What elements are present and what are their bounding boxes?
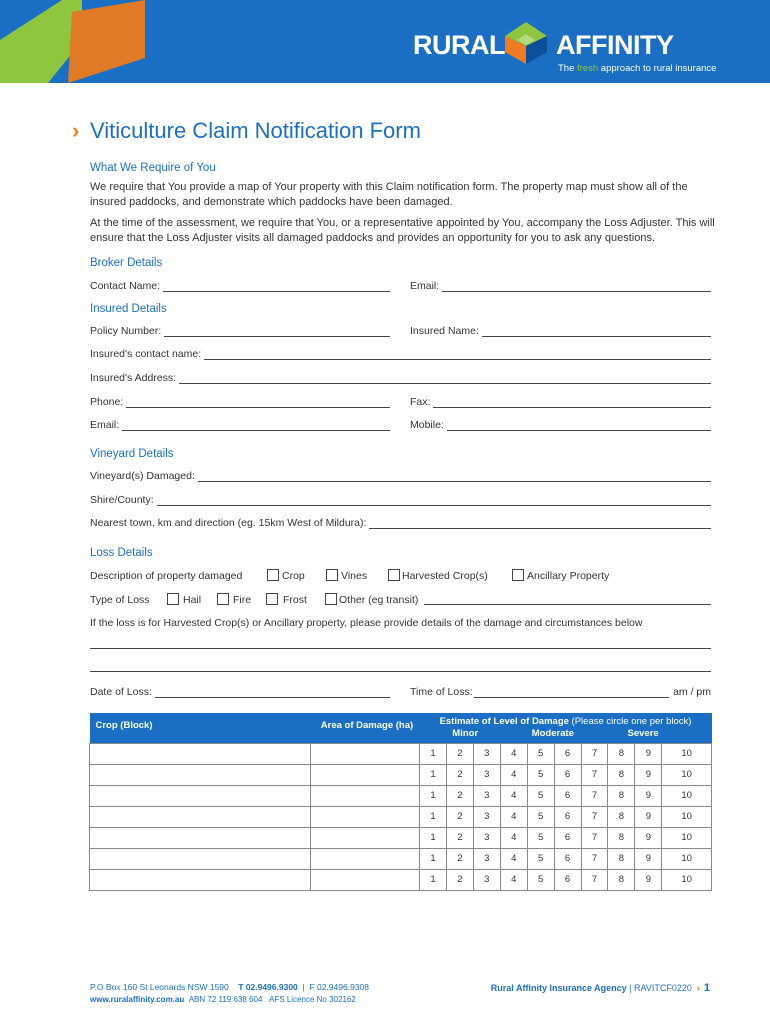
damage-scale-cell[interactable]: 3 xyxy=(473,848,500,869)
footer-fax: F 02.9496.9308 xyxy=(309,982,369,992)
damage-scale-cell[interactable]: 10 xyxy=(662,806,712,827)
logo-tagline xyxy=(558,63,716,74)
insured-email-label: Email: xyxy=(90,419,120,431)
damage-scale-cell[interactable]: 4 xyxy=(500,869,527,890)
damage-scale-cell[interactable]: 1 xyxy=(420,869,447,890)
policy-number-label: Policy Number: xyxy=(90,325,162,337)
section-heading-vineyard: Vineyard Details xyxy=(90,448,174,460)
property-damaged-row xyxy=(0,569,770,583)
table-row xyxy=(90,785,712,806)
broker-email-label: Email: xyxy=(410,280,440,292)
property-damaged-label: Description of property damaged xyxy=(90,570,243,582)
col-area-damage: Area of Damage (ha) xyxy=(311,713,420,743)
damage-scale-cell[interactable]: 5 xyxy=(527,764,554,785)
damage-scale-cell[interactable]: 8 xyxy=(608,806,635,827)
checkbox-ancillary-property-label: Ancillary Property xyxy=(527,570,610,582)
broker-email-field[interactable] xyxy=(410,280,711,292)
crop-block-cell[interactable] xyxy=(90,785,311,806)
estimate-header-note: (Please circle one per block) xyxy=(568,716,692,728)
damage-scale-cell[interactable]: 7 xyxy=(581,806,608,827)
damage-scale-cell[interactable]: 3 xyxy=(473,743,500,764)
insured-contact-name-field[interactable] xyxy=(90,348,711,360)
damage-scale-cell[interactable]: 3 xyxy=(473,827,500,848)
damage-scale-cell[interactable]: 9 xyxy=(635,827,662,848)
table-row xyxy=(90,743,712,764)
footer-abn: ABN 72 119 638 604 xyxy=(188,995,263,1004)
damage-scale-cell[interactable]: 5 xyxy=(527,785,554,806)
footer-form-code: RAVITCF0220 xyxy=(634,983,692,993)
footer-website-link[interactable]: www.ruralaffinity.com.au xyxy=(90,995,185,1004)
crop-block-cell[interactable] xyxy=(90,827,311,848)
damage-scale-cell[interactable]: 7 xyxy=(581,743,608,764)
nearest-town-label: Nearest town, km and direction (eg. 15km West of Mildura): xyxy=(90,517,367,529)
damage-scale-cell[interactable]: 5 xyxy=(527,827,554,848)
insured-phone-line[interactable] xyxy=(126,399,390,408)
require-paragraph-1: We require that You provide a map of Your property with this Claim notification form. The property map must show all of the insured paddocks, and demonstrate which paddocks have been damaged. xyxy=(90,181,688,208)
damage-scale-cell[interactable]: 8 xyxy=(608,827,635,848)
col-crop-block: Crop (Block) xyxy=(90,713,311,743)
area-damage-cell[interactable] xyxy=(311,743,420,764)
damage-scale-cell[interactable]: 7 xyxy=(581,764,608,785)
area-damage-cell[interactable] xyxy=(311,764,420,785)
damage-table-body xyxy=(90,743,712,890)
damage-scale-cell[interactable]: 1 xyxy=(420,827,447,848)
insured-address-line[interactable] xyxy=(179,375,711,384)
insured-mobile-field[interactable] xyxy=(410,419,711,431)
checkbox-frost-label: Frost xyxy=(283,594,307,606)
damage-scale-cell[interactable]: 5 xyxy=(527,806,554,827)
insured-email-field[interactable] xyxy=(90,419,390,431)
damage-scale-cell[interactable]: 9 xyxy=(635,764,662,785)
chevron-right-icon: › xyxy=(696,983,700,993)
insured-contact-name-label: Insured's contact name: xyxy=(90,348,202,360)
damage-scale-cell[interactable]: 9 xyxy=(635,785,662,806)
damage-scale-cell[interactable]: 1 xyxy=(420,848,447,869)
shire-county-label: Shire/County: xyxy=(90,494,154,506)
damage-scale-cell[interactable]: 6 xyxy=(554,869,581,890)
footer-contact xyxy=(90,982,369,1004)
checkbox-fire[interactable] xyxy=(217,593,229,605)
severity-scale-labels xyxy=(420,728,712,740)
damage-scale-cell[interactable]: 8 xyxy=(608,848,635,869)
table-row xyxy=(90,827,712,848)
form-title: Viticulture Claim Notification Form xyxy=(90,118,421,143)
date-of-loss-line[interactable] xyxy=(155,689,390,698)
time-of-loss-line[interactable] xyxy=(474,689,669,698)
details-line-1[interactable] xyxy=(90,648,711,649)
damage-scale-cell[interactable]: 10 xyxy=(662,869,712,890)
page-number: 1 xyxy=(703,982,710,994)
damage-scale-cell[interactable]: 1 xyxy=(420,785,447,806)
damage-scale-cell[interactable]: 2 xyxy=(446,827,473,848)
checkbox-harvested-crops[interactable] xyxy=(388,569,400,581)
col-estimate-damage xyxy=(420,713,712,743)
damage-scale-cell[interactable]: 5 xyxy=(527,743,554,764)
insured-address-label: Insured's Address: xyxy=(90,372,177,384)
header-banner xyxy=(0,0,770,83)
damage-scale-cell[interactable]: 4 xyxy=(500,785,527,806)
damage-scale-cell[interactable]: 4 xyxy=(500,848,527,869)
crop-block-cell[interactable] xyxy=(90,869,311,890)
damage-scale-cell[interactable]: 10 xyxy=(662,827,712,848)
damage-scale-cell[interactable]: 2 xyxy=(446,764,473,785)
am-pm-label: am / pm xyxy=(673,686,711,698)
damage-scale-cell[interactable]: 10 xyxy=(662,785,712,806)
damage-scale-cell[interactable]: 3 xyxy=(473,785,500,806)
crop-block-cell[interactable] xyxy=(90,743,311,764)
damage-scale-cell[interactable]: 2 xyxy=(446,785,473,806)
checkbox-vines[interactable] xyxy=(326,569,338,581)
policy-number-field[interactable] xyxy=(90,325,390,337)
checkbox-crop-label: Crop xyxy=(282,570,305,582)
damage-scale-cell[interactable]: 6 xyxy=(554,848,581,869)
severity-severe: Severe xyxy=(627,728,659,740)
broker-email-line[interactable] xyxy=(442,283,711,292)
severity-minor: Minor xyxy=(452,728,479,740)
insured-contact-name-line[interactable] xyxy=(204,351,711,360)
checkbox-crop[interactable] xyxy=(267,569,279,581)
severity-moderate: Moderate xyxy=(531,728,574,740)
table-row xyxy=(90,764,712,785)
damage-scale-cell[interactable]: 5 xyxy=(527,869,554,890)
damage-scale-cell[interactable]: 3 xyxy=(473,806,500,827)
insured-name-label: Insured Name: xyxy=(410,325,479,337)
other-loss-line[interactable] xyxy=(424,604,711,605)
form-title-row xyxy=(72,118,421,144)
area-damage-cell[interactable] xyxy=(311,806,420,827)
nearest-town-field[interactable] xyxy=(90,517,711,529)
damage-table xyxy=(89,713,712,891)
checkbox-fire-label: Fire xyxy=(233,594,252,606)
footer-line-1: P.O Box 160 St Leonards NSW 1590 T 02.9496.9300 | F 02.9496.9308 xyxy=(90,982,369,992)
insured-email-line[interactable] xyxy=(122,422,390,431)
damage-scale-cell[interactable]: 1 xyxy=(420,764,447,785)
insured-fax-field[interactable] xyxy=(410,396,711,408)
damage-scale-cell[interactable]: 10 xyxy=(662,764,712,785)
tagline-fresh: fresh xyxy=(577,63,599,74)
footer-line-2 xyxy=(90,995,369,1004)
footer-agency-name: Rural Affinity Insurance Agency xyxy=(490,983,627,993)
damage-scale-cell[interactable]: 6 xyxy=(554,827,581,848)
area-damage-cell[interactable] xyxy=(311,848,420,869)
insured-address-field[interactable] xyxy=(90,372,711,384)
insured-name-field[interactable] xyxy=(410,325,711,337)
type-of-loss-label: Type of Loss xyxy=(90,594,150,606)
damage-scale-cell[interactable]: 9 xyxy=(635,743,662,764)
insured-fax-label: Fax: xyxy=(410,396,431,408)
vineyard-damaged-field[interactable] xyxy=(90,470,711,482)
estimate-header-bold: Estimate of Level of Damage xyxy=(439,716,569,728)
damage-scale-cell[interactable]: 4 xyxy=(500,806,527,827)
crop-block-cell[interactable] xyxy=(90,764,311,785)
damage-scale-cell[interactable]: 6 xyxy=(554,806,581,827)
logo-word-rural: RURAL xyxy=(413,30,505,60)
crop-block-cell[interactable] xyxy=(90,848,311,869)
brand-logo xyxy=(413,20,717,74)
broker-contact-name-field[interactable] xyxy=(90,280,390,292)
damage-scale-cell[interactable]: 8 xyxy=(608,764,635,785)
broker-contact-name-label: Contact Name: xyxy=(90,280,161,292)
tagline-pre: The xyxy=(558,63,578,74)
footer-phone: T 02.9496.9300 xyxy=(238,982,298,992)
insured-phone-field[interactable] xyxy=(90,396,390,408)
area-damage-cell[interactable] xyxy=(311,827,420,848)
section-heading-insured: Insured Details xyxy=(90,303,167,315)
checkbox-other-label: Other (eg transit) xyxy=(339,594,419,606)
damage-scale-cell[interactable]: 4 xyxy=(500,743,527,764)
date-of-loss-label: Date of Loss: xyxy=(90,686,152,698)
damage-scale-cell[interactable]: 2 xyxy=(446,743,473,764)
damage-scale-cell[interactable]: 3 xyxy=(473,869,500,890)
vineyard-damaged-label: Vineyard(s) Damaged: xyxy=(90,470,195,482)
section-heading-require: What We Require of You xyxy=(90,162,216,174)
table-row xyxy=(90,848,712,869)
damage-scale-cell[interactable]: 9 xyxy=(635,848,662,869)
loss-details-prompt: If the loss is for Harvested Crop(s) or Ancillary property, please provide details of the damage and circumstances below xyxy=(90,617,643,629)
time-of-loss-field[interactable] xyxy=(410,686,711,698)
crop-block-cell[interactable] xyxy=(90,806,311,827)
broker-contact-name-line[interactable] xyxy=(163,283,390,292)
damage-scale-cell[interactable]: 1 xyxy=(420,806,447,827)
date-of-loss-field[interactable] xyxy=(90,686,390,698)
logo-cube-icon xyxy=(503,20,549,66)
damage-scale-cell[interactable]: 2 xyxy=(446,848,473,869)
damage-scale-cell[interactable]: 8 xyxy=(608,785,635,806)
damage-scale-cell[interactable]: 7 xyxy=(581,869,608,890)
damage-scale-cell[interactable]: 8 xyxy=(608,743,635,764)
damage-scale-cell[interactable]: 8 xyxy=(608,869,635,890)
damage-scale-cell[interactable]: 6 xyxy=(554,785,581,806)
section-heading-loss: Loss Details xyxy=(90,547,153,559)
tagline-post: approach to rural insurance xyxy=(598,63,717,74)
table-row xyxy=(90,869,712,890)
insured-mobile-line[interactable] xyxy=(447,422,711,431)
damage-scale-cell[interactable]: 5 xyxy=(527,848,554,869)
insured-name-line[interactable] xyxy=(482,328,711,337)
estimate-header-text xyxy=(420,716,712,728)
area-damage-cell[interactable] xyxy=(311,869,420,890)
area-damage-cell[interactable] xyxy=(311,785,420,806)
damage-scale-cell[interactable]: 4 xyxy=(500,827,527,848)
damage-scale-cell[interactable]: 10 xyxy=(662,848,712,869)
insured-fax-line[interactable] xyxy=(433,399,711,408)
damage-scale-cell[interactable]: 2 xyxy=(446,869,473,890)
footer-afs: AFS Licence No 302162 xyxy=(269,995,356,1004)
footer-address: P.O Box 160 St Leonards NSW 1590 xyxy=(90,982,229,992)
damage-scale-cell[interactable]: 7 xyxy=(581,785,608,806)
logo-word-affinity: AFFINITY xyxy=(556,30,674,60)
shire-county-line[interactable] xyxy=(157,497,711,506)
checkbox-other[interactable] xyxy=(325,593,337,605)
vineyard-damaged-line[interactable] xyxy=(198,473,711,482)
damage-scale-cell[interactable]: 3 xyxy=(473,764,500,785)
shire-county-field[interactable] xyxy=(90,494,711,506)
checkbox-ancillary-property[interactable] xyxy=(512,569,524,581)
table-row xyxy=(90,806,712,827)
checkbox-harvested-crops-label: Harvested Crop(s) xyxy=(402,570,488,582)
checkbox-vines-label: Vines xyxy=(341,570,368,582)
details-line-2[interactable] xyxy=(90,671,711,672)
require-paragraph-2: At the time of the assessment, we require that You, or a representative appointed by You, accompany the Loss Adjuster. This will ensure that the Loss Adjuster visits all damaged paddocks and provides an opportunity for you to ask any questions. xyxy=(90,217,715,244)
damage-scale-cell[interactable]: 10 xyxy=(662,743,712,764)
damage-scale-cell[interactable]: 2 xyxy=(446,806,473,827)
section-heading-broker: Broker Details xyxy=(90,257,163,269)
checkbox-hail-label: Hail xyxy=(183,594,202,606)
damage-scale-cell[interactable]: 9 xyxy=(635,806,662,827)
damage-scale-cell[interactable]: 1 xyxy=(420,743,447,764)
nearest-town-line[interactable] xyxy=(369,520,711,529)
damage-scale-cell[interactable]: 6 xyxy=(554,764,581,785)
footer-agency: Rural Affinity Insurance Agency | RAVITCF0220 › 1 xyxy=(490,982,710,994)
insured-mobile-label: Mobile: xyxy=(410,419,444,431)
damage-scale-cell[interactable]: 7 xyxy=(581,848,608,869)
checkbox-frost[interactable] xyxy=(266,593,278,605)
chevron-right-icon: › xyxy=(72,118,80,143)
damage-scale-cell[interactable]: 6 xyxy=(554,743,581,764)
damage-scale-cell[interactable]: 7 xyxy=(581,827,608,848)
insured-phone-label: Phone: xyxy=(90,396,124,408)
damage-scale-cell[interactable]: 9 xyxy=(635,869,662,890)
checkbox-hail[interactable] xyxy=(167,593,179,605)
time-of-loss-label: Time of Loss: xyxy=(410,686,473,698)
policy-number-line[interactable] xyxy=(164,328,390,337)
damage-scale-cell[interactable]: 4 xyxy=(500,764,527,785)
